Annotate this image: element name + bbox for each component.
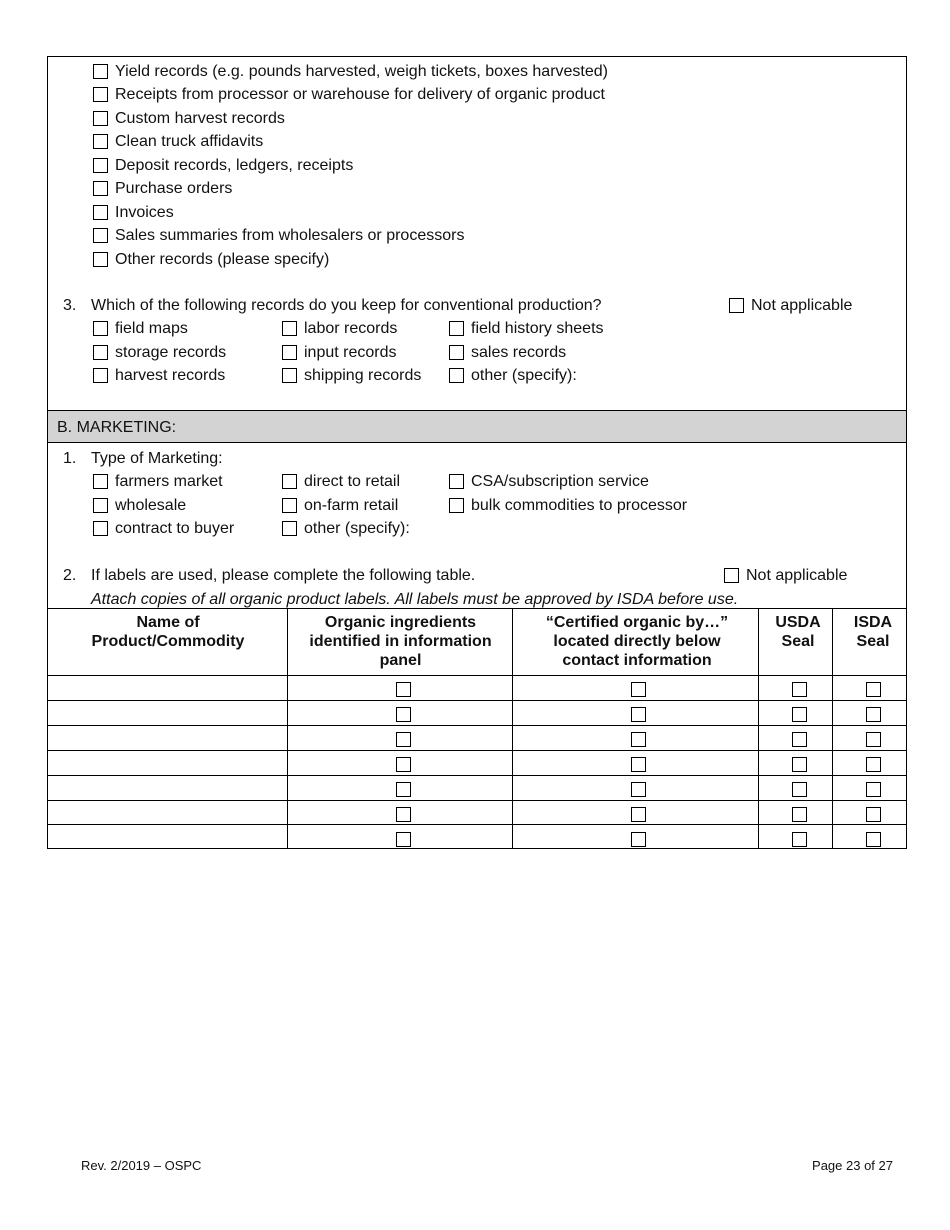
column-divider [832, 608, 833, 849]
q3-not-applicable-checkbox[interactable] [729, 298, 744, 313]
contract-buyer-label: contract to buyer [115, 520, 235, 537]
isda-seal-checkbox[interactable] [866, 782, 881, 797]
organic-ingredients-checkbox[interactable] [396, 732, 411, 747]
input-records-label: input records [304, 344, 397, 361]
invoices-label: Invoices [115, 204, 174, 221]
question-text: Type of Marketing: [91, 450, 223, 467]
usda-seal-checkbox[interactable] [792, 757, 807, 772]
wholesale-label: wholesale [115, 497, 187, 514]
other-records-label: Other records (please specify) [115, 251, 330, 268]
other-specify-checkbox[interactable] [449, 368, 464, 383]
usda-seal-checkbox[interactable] [792, 807, 807, 822]
other-specify-label: other (specify): [471, 367, 577, 384]
certified-by-checkbox[interactable] [631, 832, 646, 847]
harvest-records-label: harvest records [115, 367, 226, 384]
field-history-checkbox[interactable] [449, 321, 464, 336]
label-instruction: Attach copies of all organic product labels. All labels must be approved by ISDA before use. [91, 591, 739, 608]
farmers-market-checkbox[interactable] [93, 474, 108, 489]
question-number: 2. [63, 567, 77, 584]
yield-records-checkbox[interactable] [93, 64, 108, 79]
storage-records-label: storage records [115, 344, 227, 361]
receipts-checkbox[interactable] [93, 87, 108, 102]
row-divider [48, 775, 906, 776]
clean-truck-label: Clean truck affidavits [115, 133, 264, 150]
field-maps-checkbox[interactable] [93, 321, 108, 336]
row-divider [48, 800, 906, 801]
certified-by-checkbox[interactable] [631, 732, 646, 747]
other-records-checkbox[interactable] [93, 252, 108, 267]
on-farm-retail-checkbox[interactable] [282, 498, 297, 513]
certified-by-checkbox[interactable] [631, 707, 646, 722]
certified-by-checkbox[interactable] [631, 807, 646, 822]
usda-seal-checkbox[interactable] [792, 782, 807, 797]
farmers-market-label: farmers market [115, 473, 223, 490]
row-divider [48, 700, 906, 701]
organic-ingredients-checkbox[interactable] [396, 757, 411, 772]
receipts-label: Receipts from processor or warehouse for delivery of organic product [115, 86, 605, 103]
purchase-orders-checkbox[interactable] [93, 181, 108, 196]
isda-seal-checkbox[interactable] [866, 682, 881, 697]
column-divider [512, 608, 513, 849]
shipping-records-checkbox[interactable] [282, 368, 297, 383]
certified-by-checkbox[interactable] [631, 682, 646, 697]
isda-seal-checkbox[interactable] [866, 732, 881, 747]
row-divider [48, 750, 906, 751]
isda-seal-checkbox[interactable] [866, 807, 881, 822]
question-number: 1. [63, 450, 77, 467]
sales-summaries-label: Sales summaries from wholesalers or processors [115, 227, 465, 244]
labor-records-checkbox[interactable] [282, 321, 297, 336]
custom-harvest-checkbox[interactable] [93, 111, 108, 126]
question-number: 3. [63, 297, 77, 314]
field-maps-label: field maps [115, 320, 188, 337]
clean-truck-checkbox[interactable] [93, 134, 108, 149]
contract-buyer-checkbox[interactable] [93, 521, 108, 536]
section-title: B. MARKETING: [57, 419, 177, 436]
usda-seal-checkbox[interactable] [792, 682, 807, 697]
usda-seal-checkbox[interactable] [792, 832, 807, 847]
bulk-commodities-label: bulk commodities to processor [471, 497, 688, 514]
organic-ingredients-checkbox[interactable] [396, 832, 411, 847]
harvest-records-checkbox[interactable] [93, 368, 108, 383]
field-history-label: field history sheets [471, 320, 604, 337]
direct-retail-checkbox[interactable] [282, 474, 297, 489]
footer-revision: Rev. 2/2019 – OSPC [81, 1158, 202, 1173]
labor-records-label: labor records [304, 320, 398, 337]
organic-ingredients-checkbox[interactable] [396, 807, 411, 822]
organic-ingredients-checkbox[interactable] [396, 682, 411, 697]
usda-seal-checkbox[interactable] [792, 732, 807, 747]
q2-not-applicable-label: Not applicable [746, 567, 848, 584]
bulk-commodities-checkbox[interactable] [449, 498, 464, 513]
row-divider [48, 824, 906, 825]
isda-seal-checkbox[interactable] [866, 832, 881, 847]
isda-seal-checkbox[interactable] [866, 757, 881, 772]
usda-seal-checkbox[interactable] [792, 707, 807, 722]
purchase-orders-label: Purchase orders [115, 180, 233, 197]
table-top-border [48, 608, 906, 609]
deposit-records-checkbox[interactable] [93, 158, 108, 173]
sales-summaries-checkbox[interactable] [93, 228, 108, 243]
row-divider [48, 675, 906, 676]
invoices-checkbox[interactable] [93, 205, 108, 220]
column-divider [758, 608, 759, 849]
deposit-records-label: Deposit records, ledgers, receipts [115, 157, 354, 174]
csa-checkbox[interactable] [449, 474, 464, 489]
q3-not-applicable-label: Not applicable [751, 297, 853, 314]
q2-not-applicable-checkbox[interactable] [724, 568, 739, 583]
certified-by-checkbox[interactable] [631, 782, 646, 797]
shipping-records-label: shipping records [304, 367, 422, 384]
header-usda-seal: USDA Seal [775, 614, 821, 650]
form-frame [47, 56, 907, 849]
sales-records-label: sales records [471, 344, 567, 361]
csa-label: CSA/subscription service [471, 473, 649, 490]
direct-retail-label: direct to retail [304, 473, 401, 490]
organic-ingredients-checkbox[interactable] [396, 707, 411, 722]
sales-records-checkbox[interactable] [449, 345, 464, 360]
yield-records-label: Yield records (e.g. pounds harvested, weigh tickets, boxes harvested) [115, 63, 608, 80]
row-divider [48, 725, 906, 726]
question-text: Which of the following records do you keep for conventional production? [91, 297, 602, 314]
on-farm-retail-label: on-farm retail [304, 497, 399, 514]
header-product-name: Name of Product/Commodity [91, 614, 245, 650]
custom-harvest-label: Custom harvest records [115, 110, 285, 127]
organic-ingredients-checkbox[interactable] [396, 782, 411, 797]
header-isda-seal: ISDA Seal [853, 614, 893, 650]
footer-page-number: Page 23 of 27 [812, 1158, 893, 1173]
input-records-checkbox[interactable] [282, 345, 297, 360]
column-divider [287, 608, 288, 849]
storage-records-checkbox[interactable] [93, 345, 108, 360]
question-text: If labels are used, please complete the following table. [91, 567, 476, 584]
wholesale-checkbox[interactable] [93, 498, 108, 513]
header-organic-ingredients: Organic ingredients identified in information panel [309, 614, 492, 669]
marketing-other-checkbox[interactable] [282, 521, 297, 536]
isda-seal-checkbox[interactable] [866, 707, 881, 722]
section-header [48, 410, 906, 443]
header-certified-by: “Certified organic by…” located directly below contact information [545, 614, 729, 669]
certified-by-checkbox[interactable] [631, 757, 646, 772]
marketing-other-label: other (specify): [304, 520, 410, 537]
